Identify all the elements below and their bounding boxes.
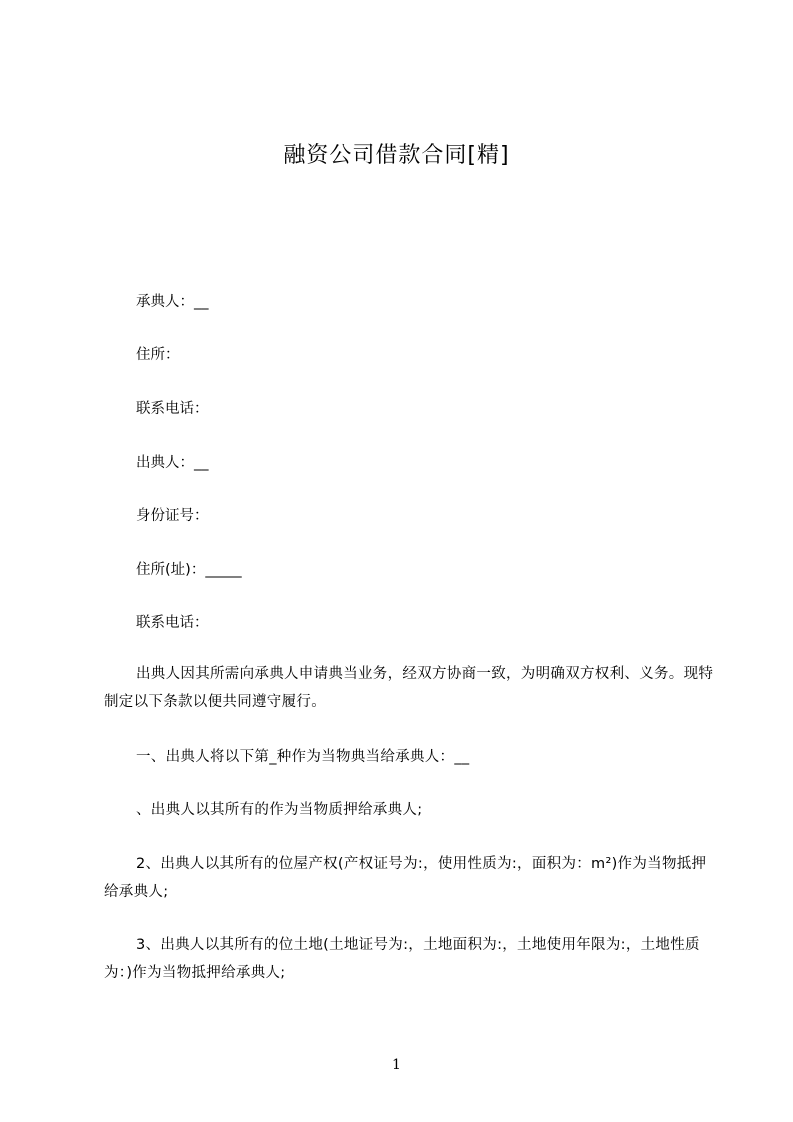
paragraph-item-1: 、出典人以其所有的作为当物质押给承典人; [136, 802, 423, 818]
field-pawnor: 出典人：__ [136, 455, 209, 471]
field-pawnor-address: 住所(址)：_____ [136, 562, 242, 578]
paragraph-clause-1: 一、出典人将以下第_种作为当物典当给承典人：__ [136, 749, 470, 765]
document-title: 融资公司借款合同[精] [283, 143, 510, 168]
field-pawnor-phone: 联系电话： [136, 615, 209, 631]
paragraph-item-3: 3、出典人以其所有的位土地(土地证号为:，土地面积为:，土地使用年限为:，土地性质为：)作为当物抵押给承典人; [104, 937, 700, 981]
paragraph-item-2: 2、出典人以其所有的位屋产权(产权证号为:，使用性质为:，面积为：m²)作为当物抵押给承典人; [104, 856, 707, 900]
field-pawnor-id-number: 身份证号： [136, 508, 209, 524]
field-pawnee-phone: 联系电话： [136, 401, 209, 417]
field-pawnee: 承典人：__ [136, 294, 209, 310]
field-pawnee-address: 住所： [136, 347, 180, 363]
page-number: 1 [392, 1057, 401, 1073]
paragraph-preamble: 出典人因其所需向承典人申请典当业务，经双方协商一致，为明确双方权利、义务。现特制定以下条款以便共同遵守履行。 [104, 666, 714, 710]
